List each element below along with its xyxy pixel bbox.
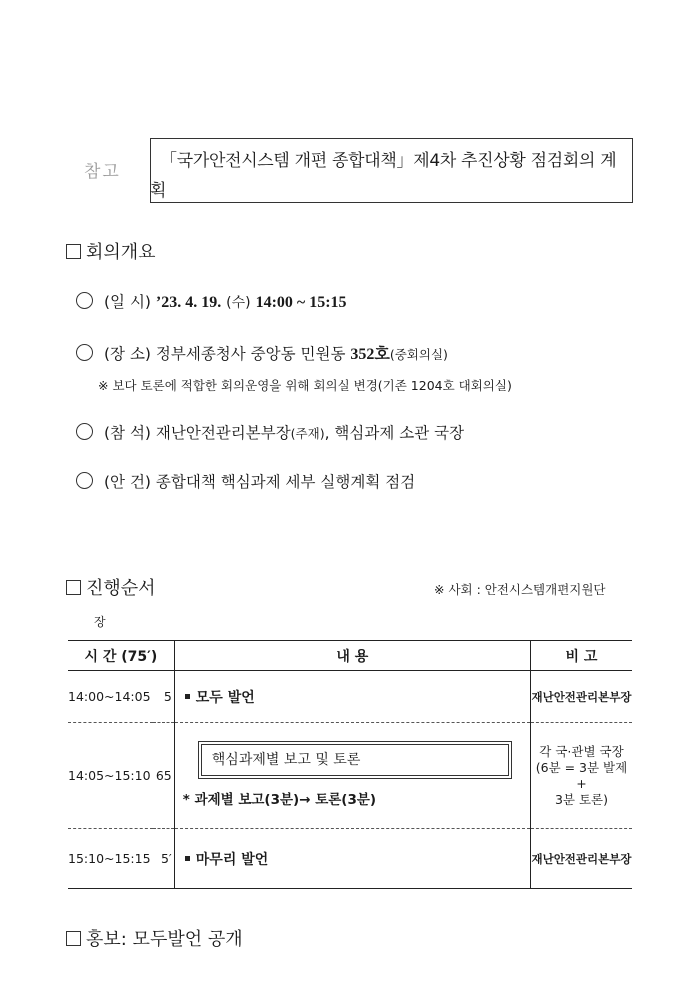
item-key: (장 소)	[104, 345, 151, 363]
row-time: 14:00~14:05	[68, 671, 153, 723]
table-row	[68, 723, 632, 829]
row-content-text: 모두 발언	[195, 689, 255, 706]
item-chair: 재난안전관리본부장	[155, 424, 291, 442]
row-content-text: 마무리 발언	[195, 851, 269, 868]
row-note: 재난안전관리본부장	[530, 829, 632, 889]
row-minutes: 5′	[153, 829, 175, 889]
row-content	[174, 723, 530, 829]
circle-bullet-icon	[76, 472, 93, 489]
item-date: ’23. 4. 19.	[155, 294, 222, 311]
item-room-name: (중회의실)	[389, 347, 448, 362]
circle-bullet-icon	[76, 344, 93, 361]
checkbox-square-icon	[66, 580, 81, 595]
overview-item-attendees	[76, 421, 464, 443]
section-heading-publicity	[66, 925, 243, 951]
section-title: 홍보: 모두발언 공개	[86, 929, 243, 950]
item-key: (참 석)	[104, 424, 151, 442]
item-chair-role: (주재)	[290, 426, 325, 441]
schedule-table	[68, 640, 632, 889]
note-line: (6분 = 3분 발제 +	[535, 759, 628, 791]
item-key: (안 건)	[104, 473, 151, 491]
item-room-number: 352호	[350, 346, 390, 363]
item-time: 14:00 ~ 15:15	[255, 294, 347, 311]
header-time: 시 간 (75′)	[68, 641, 174, 671]
section-title: 회의개요	[86, 242, 156, 263]
row-content-sub: * 과제별 보고(3분)→ 토론(3분)	[182, 791, 377, 808]
square-bullet-icon	[185, 694, 190, 699]
note-line: 각 국·관별 국장	[539, 743, 624, 759]
header-content: 내 용	[174, 641, 530, 671]
document-title-line1: 「국가안전시스템 개편 종합대책」제4차 추진상황 점검회의 계	[160, 151, 617, 171]
item-attendees-rest: , 핵심과제 소관 국장	[324, 424, 465, 442]
item-place: 정부세종청사 중앙동 민원동	[155, 345, 346, 363]
overview-item-agenda	[76, 470, 415, 492]
circle-bullet-icon	[76, 292, 93, 309]
checkbox-square-icon	[66, 931, 81, 946]
header-note: 비 고	[530, 641, 632, 671]
table-row	[68, 671, 632, 723]
row-time: 14:05~15:10	[68, 723, 153, 829]
section-heading-schedule	[66, 574, 156, 600]
moderator-note-continued: 장	[94, 615, 106, 629]
row-minutes: 5	[153, 671, 175, 723]
row-note	[530, 723, 632, 829]
reference-label: 참고	[84, 162, 121, 182]
room-change-note: ※ 보다 토론에 적합한 회의운영을 위해 회의실 변경(기존 1204호 대회의실)	[98, 378, 512, 393]
row-time: 15:10~15:15	[68, 829, 153, 889]
overview-item-datetime	[76, 290, 347, 312]
row-content	[174, 671, 530, 723]
row-content	[174, 829, 530, 889]
table-row	[68, 829, 632, 889]
circle-bullet-icon	[76, 423, 93, 440]
item-agenda: 종합대책 핵심과제 세부 실행계획 점검	[155, 473, 416, 491]
highlight-box: 핵심과제별 보고 및 토론	[201, 744, 509, 776]
table-header-row	[68, 641, 632, 671]
note-line: 3분 토론)	[554, 791, 608, 807]
row-note: 재난안전관리본부장	[530, 671, 632, 723]
item-key: (일 시)	[104, 293, 151, 311]
document-title-line2: 획	[150, 181, 167, 201]
moderator-note: ※ 사회 : 안전시스템개편지원단	[434, 582, 606, 597]
checkbox-square-icon	[66, 244, 81, 259]
item-weekday: (수)	[226, 295, 251, 311]
section-heading-overview	[66, 238, 156, 264]
row-minutes: 65	[153, 723, 175, 829]
section-title: 진행순서	[86, 578, 156, 599]
overview-item-place	[76, 341, 448, 364]
square-bullet-icon	[185, 856, 190, 861]
